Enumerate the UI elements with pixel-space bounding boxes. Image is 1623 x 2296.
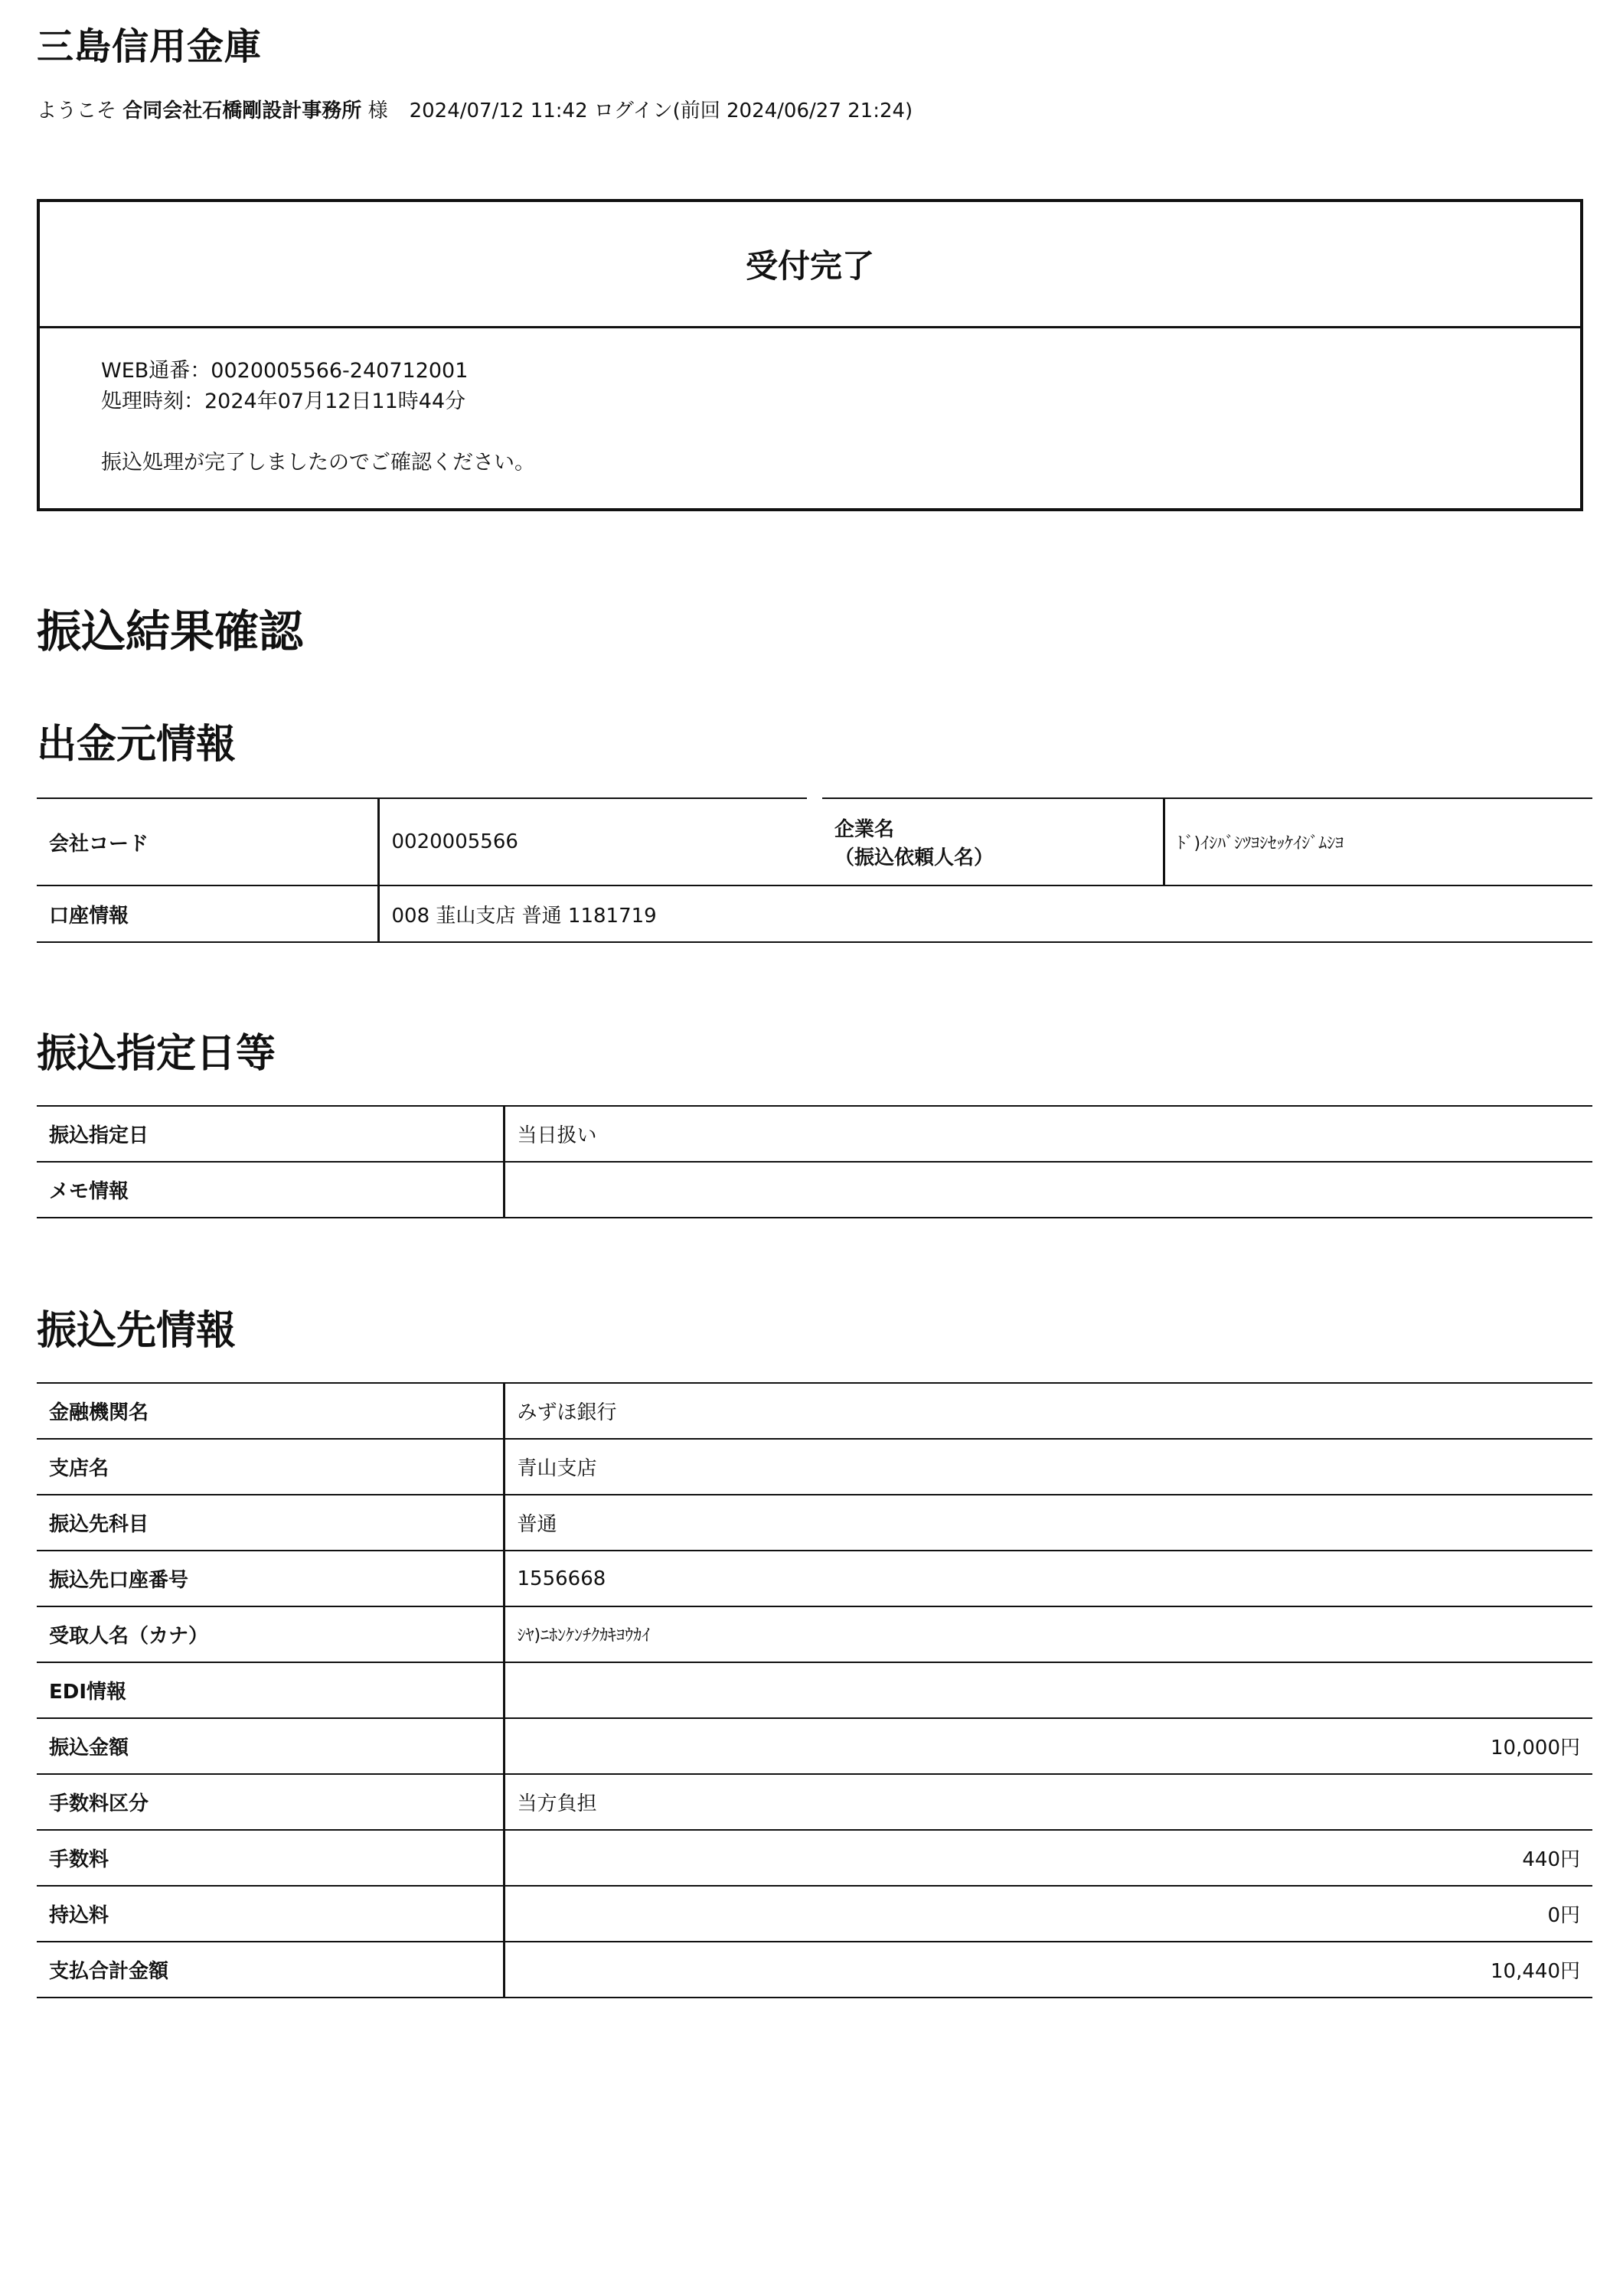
login-timestamp: 2024/07/12 11:42 ログイン(前回 2024/06/27 21:24) [409,99,913,122]
carry-in-fee-value: 0円 [504,1886,1592,1942]
memo-value [504,1162,1592,1218]
account-label: 口座情報 [37,885,378,942]
bank-name: 三島信用金庫 [37,25,263,68]
completion-panel [37,199,1583,511]
source-info-table [37,797,1592,943]
table-row [37,1942,1592,1998]
table-row [37,1383,1592,1439]
memo-label: メモ情報 [37,1162,504,1218]
table-row [37,1718,1592,1774]
account-number-value: 1556668 [504,1551,1592,1606]
transfer-date-table [37,1105,1592,1218]
completion-details [40,328,1580,478]
fee-value: 440円 [504,1830,1592,1886]
processed-time: 処理時刻：2024年07月12日11時44分 [101,390,466,413]
destination-heading: 振込先情報 [37,1308,237,1354]
transfer-date-value: 当日扱い [504,1106,1592,1162]
company-code-label: 会社コード [37,798,378,885]
payee-kana-label: 受取人名（カナ） [37,1606,504,1662]
bank-label: 金融機関名 [37,1383,504,1439]
welcome-text: ようこそ [37,99,117,122]
edi-value [504,1662,1592,1718]
transfer-date-heading: 振込指定日等 [37,1031,276,1077]
login-info-line [37,95,913,123]
web-number: WEB通番：0020005566-240712001 [101,359,469,383]
transfer-amount-value: 10,000円 [504,1718,1592,1774]
branch-value: 青山支店 [504,1439,1592,1495]
transfer-date-row [37,1106,1592,1162]
fee-label: 手数料 [37,1830,504,1886]
transfer-amount-label: 振込金額 [37,1718,504,1774]
completion-message: 振込処理が完了しましたのでご確認ください。 [101,451,535,475]
company-code-value: 0020005566 [378,798,807,885]
transfer-date-label: 振込指定日 [37,1106,504,1162]
source-info-heading: 出金元情報 [37,722,237,768]
table-row [37,1495,1592,1551]
source-row-company [37,798,1592,885]
account-type-value: 普通 [504,1495,1592,1551]
completion-title: 受付完了 [40,202,1580,328]
payee-kana-value: ｼﾔ)ﾆﾎﾝｹﾝﾁｸｶｷﾖｳｶｲ [504,1606,1592,1662]
table-row [37,1662,1592,1718]
branch-label: 支店名 [37,1439,504,1495]
table-row [37,1606,1592,1662]
company-name-label-line1: 企業名 [834,818,895,841]
total-payment-value: 10,440円 [504,1942,1592,1998]
account-type-label: 振込先科目 [37,1495,504,1551]
edi-label: EDI情報 [37,1662,504,1718]
company-name-kana-value: ﾄﾞ)ｲｼﾊﾞｼﾂﾖｼｾｯｹｲｼﾞﾑｼﾖ [1164,798,1592,885]
memo-row [37,1162,1592,1218]
table-row [37,1886,1592,1942]
table-row [37,1774,1592,1830]
carry-in-fee-label: 持込料 [37,1886,504,1942]
fee-type-label: 手数料区分 [37,1774,504,1830]
total-payment-label: 支払合計金額 [37,1942,504,1998]
fee-type-value: 当方負担 [504,1774,1592,1830]
page-title: 振込結果確認 [37,605,304,657]
honorific: 様 [367,99,388,122]
bank-value: みずほ銀行 [504,1383,1592,1439]
user-company-name: 合同会社石橋剛設計事務所 [122,99,362,122]
company-name-label-line2: （振込依頼人名） [834,846,994,869]
table-row [37,1551,1592,1606]
company-name-label [822,798,1164,885]
table-row [37,1830,1592,1886]
account-number-label: 振込先口座番号 [37,1551,504,1606]
source-row-account [37,885,1592,942]
destination-table [37,1382,1592,1998]
account-value: 008 韮山支店 普通 1181719 [378,885,1592,942]
table-row [37,1439,1592,1495]
